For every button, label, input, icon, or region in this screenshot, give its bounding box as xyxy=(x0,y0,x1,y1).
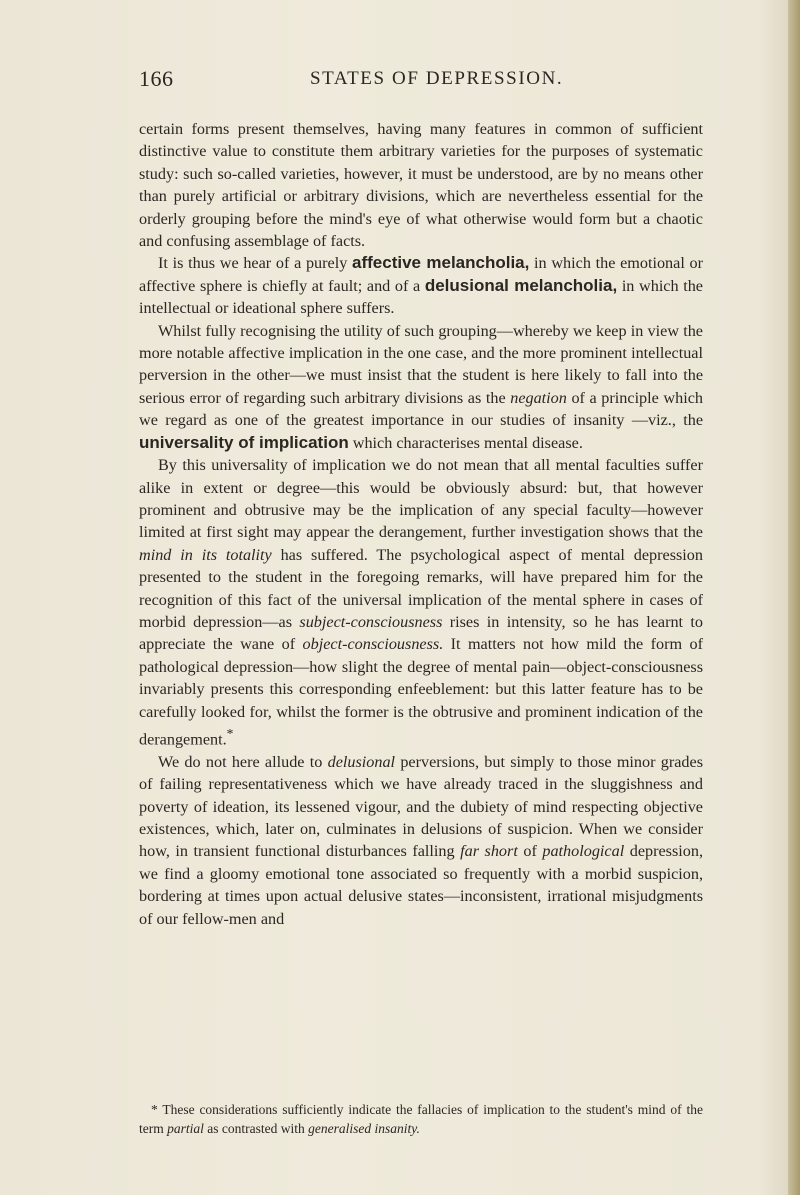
term-affective-melancholia: affective melancholia, xyxy=(352,253,530,273)
emphasis-subject-consciousness: subject-consciousness xyxy=(299,612,443,631)
page-number: 166 xyxy=(139,66,174,91)
page-header xyxy=(0,66,800,96)
body-text xyxy=(139,118,703,930)
paragraph-1: certain forms present themselves, having many features in common of sufficient distinctive value to constitute them arbitrary varieties for the purposes of systematic study: such so-called varieties, however, it must be understood, are by no means other than purely artificial or arbitrary divisions, which are nevertheless essential for the orderly grouping before the mind's eye of what otherwise would form but a chaotic and confusing assemblage of facts. xyxy=(139,120,703,251)
emphasis-object-consciousness: object-consciousness. xyxy=(302,635,444,654)
paragraph-3: Whilst fully recognising the utility of such grouping—whereby we keep in view the more notable affective implication in the one case, and the more prominent intellectual perversion in the other—we must insist that the student is here likely to fall into the serious error of regarding such arbitrary divisions as the negation of a principle which we regard as one of the greatest importance in our studies of insanity —viz., the universality of implication which characterises mental disease. xyxy=(139,321,703,452)
term-universality-of-implication: universality of implication xyxy=(139,432,349,452)
emphasis-pathological: pathological xyxy=(542,842,625,861)
footnote xyxy=(139,1100,703,1138)
paragraph-5: We do not here allude to delusional perversions, but simply to those minor grades of failing representativeness which we have already traced in the sluggishness and poverty of ideation, its lessened vigour, and the dubiety of mind respecting objective existences, which, later on, culminates in delusions of suspicion. When we consider how, in transient functional disturbances falling far short of pathological depression, we find a gloomy emotional tone associated so frequently with a morbid suspicion, bordering at times upon actual delusive states—inconsistent, irrational misjudgments of our fellow-men and xyxy=(139,752,704,928)
paragraph-2: It is thus we hear of a purely affective melancholia, in which the emotional or affective sphere is chiefly at fault; and of a delusional melancholia, in which the intellectual or ideational sphere suffers. xyxy=(139,253,703,318)
term-delusional-melancholia: delusional melancholia, xyxy=(424,275,618,295)
paragraph-4: By this universality of implication we do not mean that all mental faculties suffer alike in extent or degree—this would be obviously absurd: but, that however prominent and obtrusive may be the implication of any special faculty—however limited at first sight may appear the derangement, further investigation shows that the mind in its totality has suffered. The psychological aspect of mental depression presented to the student in the foregoing remarks, will have prepared him for the recognition of this fact of the universal implication of the mental sphere in cases of morbid depression—as subject-consciousness rises in intensity, so he has learnt to appreciate the wane of object-consciousness. It matters not how mild the form of pathological depression—how slight the degree of mental pain—object-consciousness invariably presents this corresponding enfeeblement: but this latter feature has to be carefully looked for, whilst the former is the obtrusive and prominent indication of the derangement.* xyxy=(139,456,704,749)
footnote-text: * These considerations sufficiently indicate the fallacies of implication to the student's mind of the term partial as contrasted with generalised insanity. xyxy=(139,1102,703,1136)
emphasis-partial: partial xyxy=(167,1121,204,1136)
page-edge xyxy=(788,0,800,1195)
running-head: STATES OF DEPRESSION. xyxy=(310,68,564,89)
emphasis-mind-in-totality: mind in its totality xyxy=(139,545,272,564)
emphasis-delusional: delusional xyxy=(327,752,396,771)
emphasis-far-short: far short xyxy=(460,842,518,861)
emphasis-negation: negation xyxy=(510,388,567,407)
footnote-marker[interactable]: * xyxy=(226,725,234,741)
emphasis-generalised-insanity: generalised insanity. xyxy=(308,1121,420,1136)
